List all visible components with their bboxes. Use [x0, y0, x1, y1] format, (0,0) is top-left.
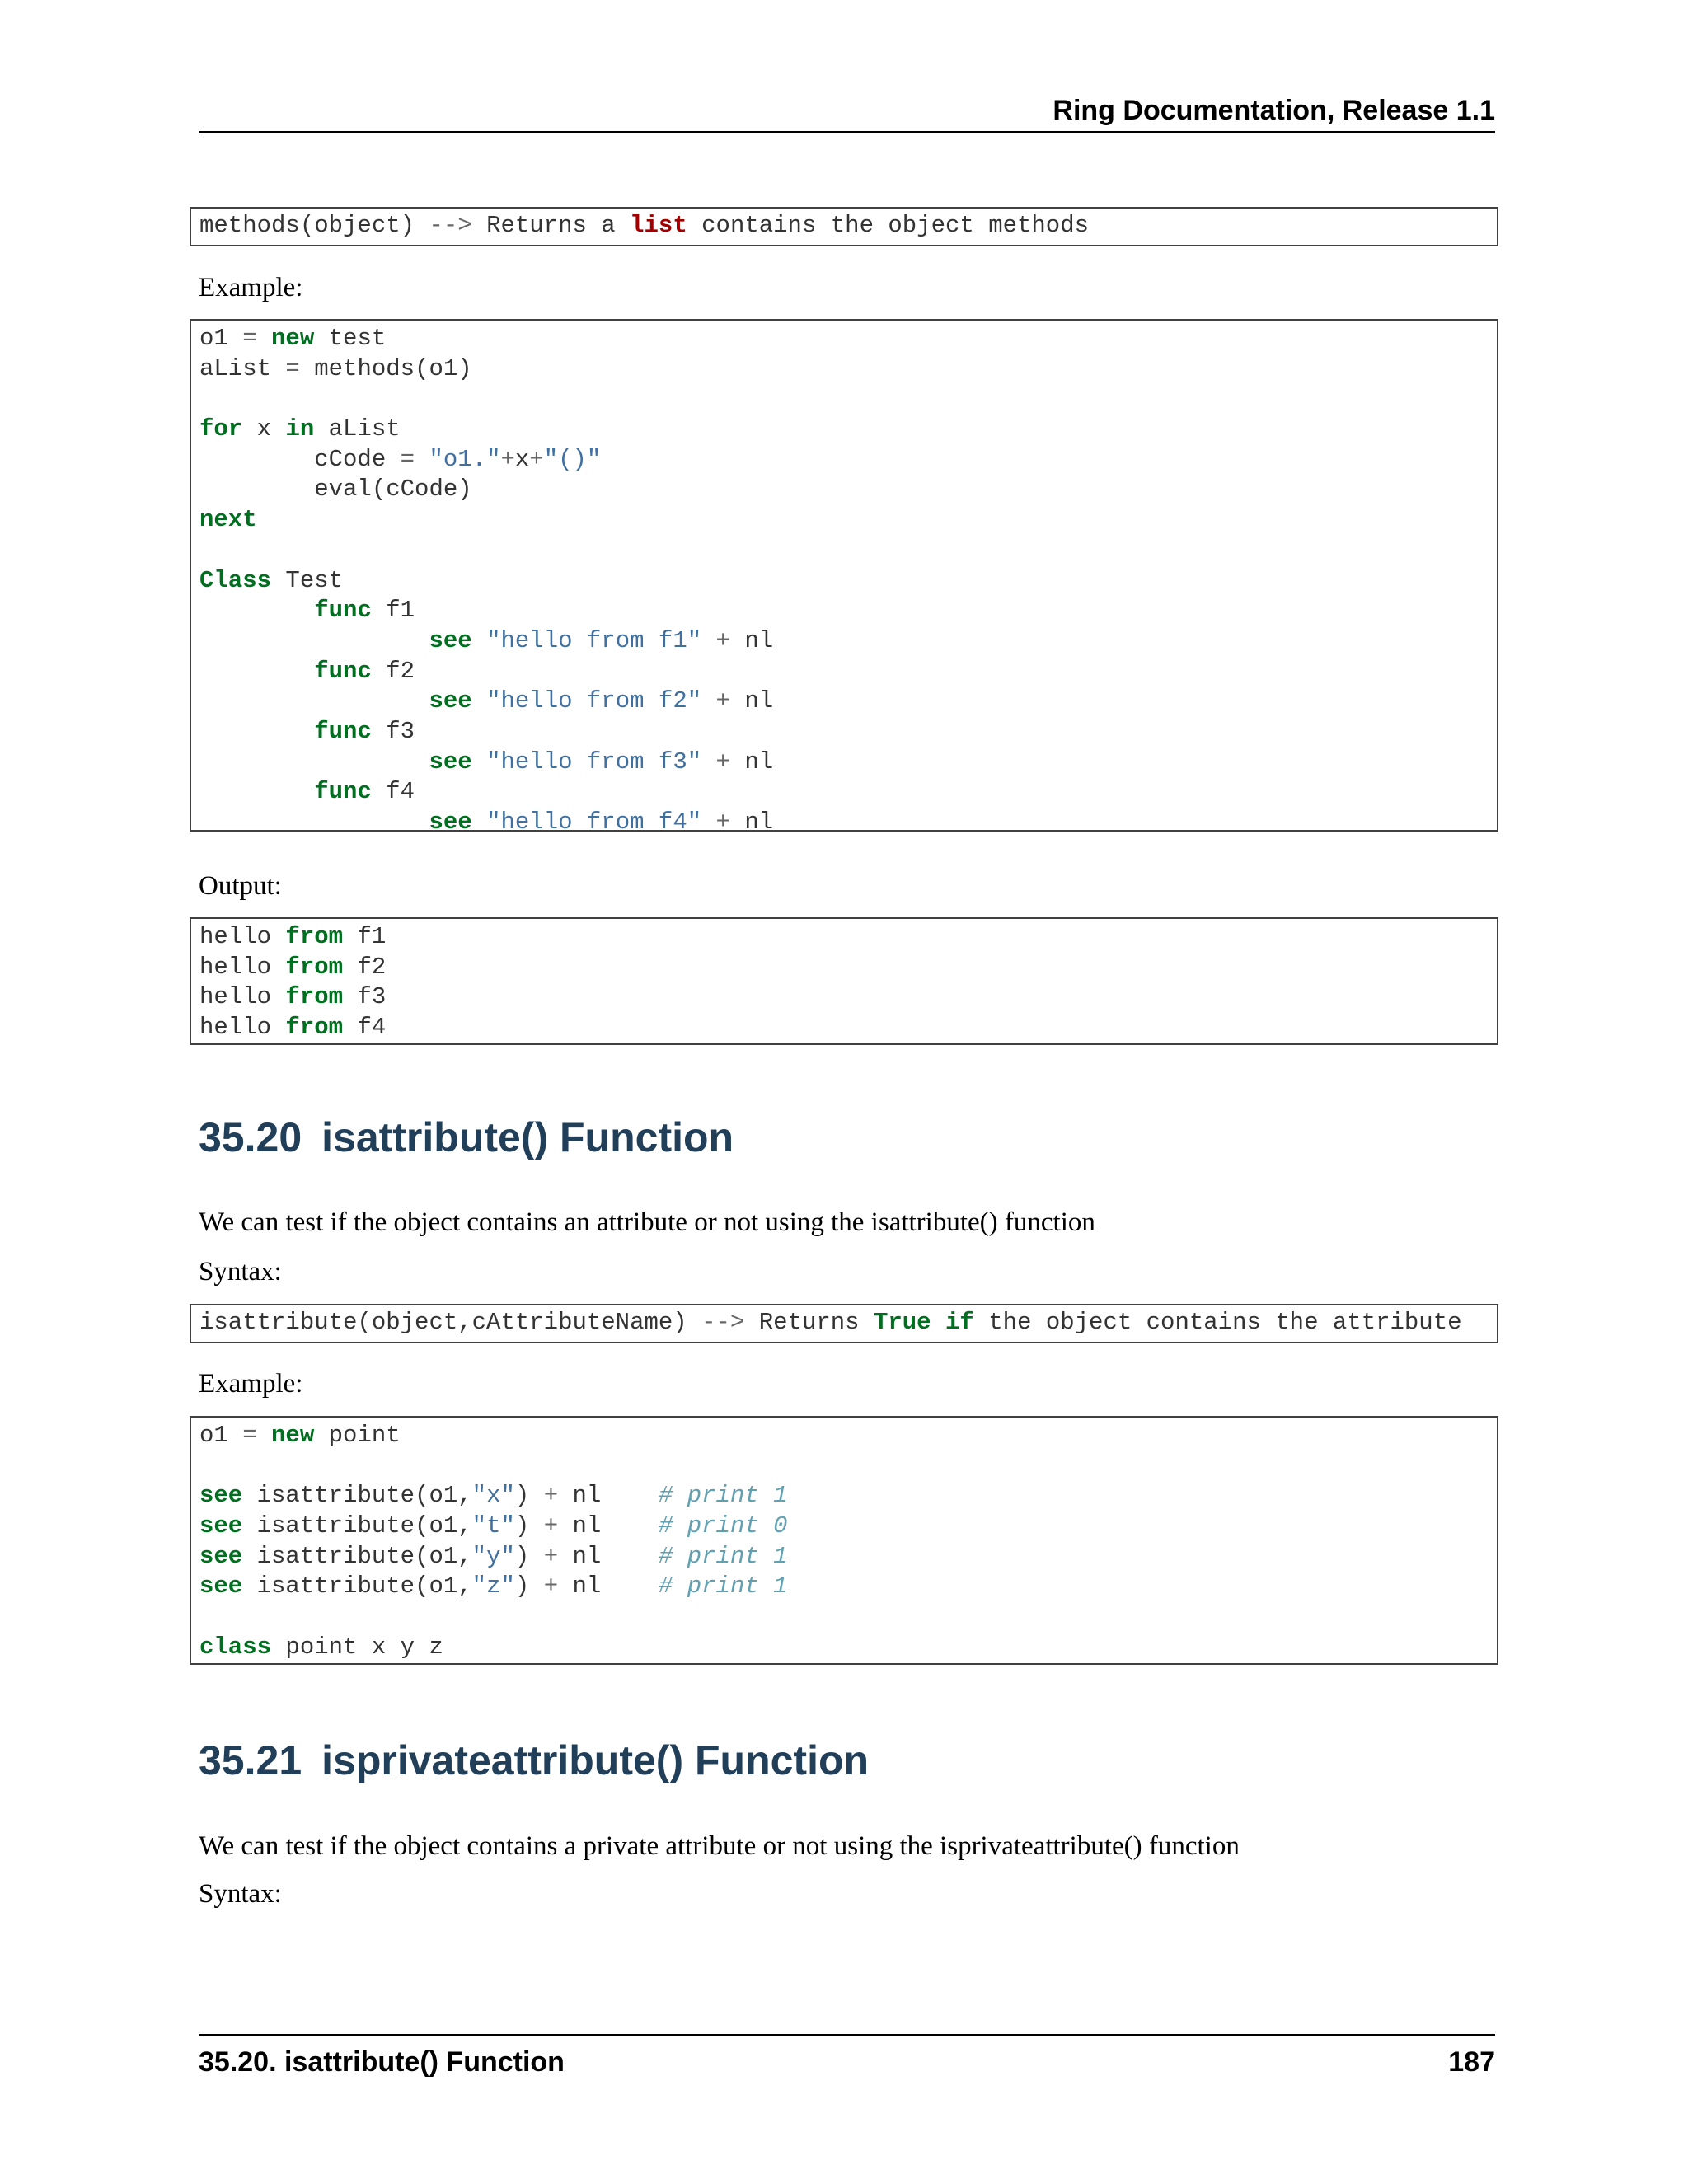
isattribute-description: We can test if the object contains an attribute or not using the isattribute() function	[199, 1207, 1095, 1237]
methods-syntax-code: methods(object) --> Returns a list contains the object methods	[190, 207, 1498, 246]
section-heading-35-21	[199, 1736, 869, 1785]
output-label: Output:	[199, 871, 282, 901]
methods-output-code: hello from f1 hello from f2 hello from f3 hello from f4	[190, 917, 1498, 1045]
example-label: Example:	[199, 273, 303, 302]
isattribute-example-code: o1 = new point see isattribute(o1,"x") + nl # print 1 see isattribute(o1,"t") + nl # print 0 see isattribute(o1,"y") + nl # print 1 see isattribute(o1,"z") + nl # print 1 class point x y z	[190, 1416, 1498, 1665]
section-number: 35.20	[199, 1114, 302, 1160]
section-title-text: isprivateattribute() Function	[321, 1737, 870, 1783]
section-title-text: isattribute() Function	[321, 1114, 734, 1160]
running-header: Ring Documentation, Release 1.1	[199, 92, 1495, 133]
page-number: 187	[1448, 2046, 1495, 2078]
section-heading-35-20	[199, 1113, 734, 1162]
syntax-label: Syntax:	[199, 1257, 282, 1286]
footer-section: 35.20. isattribute() Function	[199, 2046, 565, 2078]
example-label: Example:	[199, 1369, 303, 1399]
isprivateattribute-description: We can test if the object contains a private attribute or not using the isprivateattribute() function	[199, 1831, 1240, 1861]
methods-example-code: o1 = new test aList = methods(o1) for x in aList cCode = "o1."+x+"()" eval(cCode) next Class Test func f1 see "hello from f1" + nl func f2 see "hello from f2" + nl func f3 see "hello from f3" + nl func f4 see "hello from f4" + nl	[190, 319, 1498, 832]
section-number: 35.21	[199, 1737, 302, 1783]
syntax-label: Syntax:	[199, 1879, 282, 1909]
running-footer	[199, 2034, 1495, 2080]
isattribute-syntax-code: isattribute(object,cAttributeName) --> Returns True if the object contains the attribute	[190, 1304, 1498, 1343]
